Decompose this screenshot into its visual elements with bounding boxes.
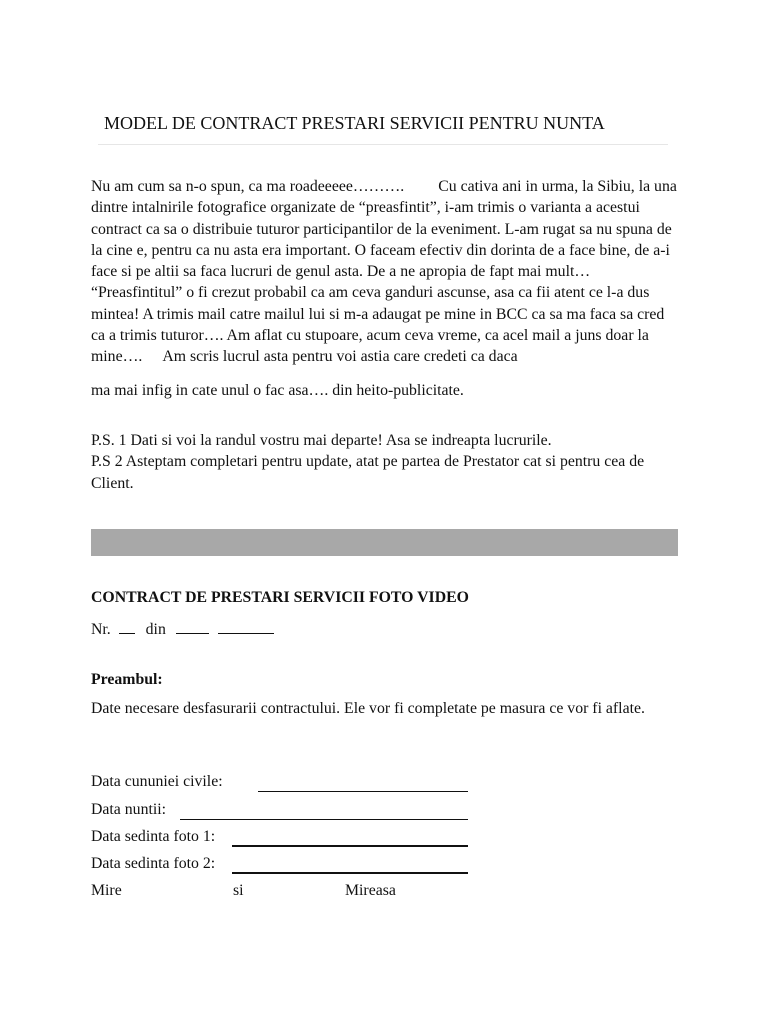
- ps2-text: P.S 2 Asteptam completari pentru update, atat pe partea de Prestator cat si pentru cea de Client.: [91, 453, 645, 492]
- document-title: MODEL DE CONTRACT PRESTARI SERVICII PENTRU NUNTA: [104, 113, 605, 133]
- title-divider: [98, 144, 668, 145]
- field-sedinta-foto-1: [91, 828, 215, 846]
- intro-block-2: [91, 282, 681, 367]
- gray-separator-bar: [91, 529, 678, 556]
- intro-block-1: [91, 176, 681, 282]
- field-data-nuntii: [91, 801, 166, 819]
- contract-heading: CONTRACT DE PRESTARI SERVICII FOTO VIDEO: [91, 589, 469, 606]
- intro-text-2: Cu cativa ani in urma, la Sibiu, la una dintre intalnirile fotografice organizate de “preasfintit”, i-am trimis o varianta a acestui contract ca sa o distribuie tuturor participantilor de la eveniment. L-am rugat sa nu spuna de la cine e, pentru ca nu asta era important. O faceam efectiv din dorinta de a face bine, de a-i face si pe altii sa faca lucruri de genul asta. De a ne apropia de fapt mai mult…: [91, 178, 677, 281]
- si-label: si: [233, 882, 244, 899]
- din-label: din: [145, 621, 166, 638]
- postscript-block: [91, 430, 681, 494]
- date-blank-2: [218, 617, 274, 634]
- blank-line-cununie: [258, 791, 468, 792]
- contract-number-line: [91, 617, 274, 639]
- nr-blank: [119, 617, 135, 634]
- date-blank-1: [176, 617, 209, 634]
- nr-label: Nr.: [91, 621, 111, 638]
- intro-block-3: [91, 380, 681, 401]
- mire-label: Mire: [91, 882, 122, 899]
- intro-text-1: Nu am cum sa n-o spun, ca ma roadeeeee……….: [91, 178, 405, 195]
- ps1-text: P.S. 1 Dati si voi la randul vostru mai departe! Asa se indreapta lucrurile.: [91, 432, 552, 449]
- field-label: Data nuntii:: [91, 801, 167, 818]
- intro-paragraph: [91, 176, 681, 401]
- intro-text-3: “Preasfintitul” o fi crezut probabil ca am ceva ganduri ascunse, asa ca fii atent ce l-a dus mintea! A trimis mail catre mailul lui si m-a adaugat pe mine in BCC ca sa ma faca sa cred ca a trimis tuturor…. Am aflat cu stupoare, acum ceva vreme, ca acel mail a juns doar la mine….: [91, 284, 665, 366]
- intro-text-5: ma mai infig in cate unul o fac asa…. din heito-publicitate.: [91, 381, 464, 399]
- blank-line-sedinta-1: [232, 845, 468, 847]
- preamble-heading: Preambul:: [91, 671, 163, 688]
- mireasa-label: Mireasa: [345, 882, 396, 899]
- blank-line-sedinta-2: [232, 872, 468, 874]
- field-sedinta-foto-2: [91, 855, 215, 873]
- field-data-cununiei: [91, 773, 223, 791]
- field-label: Data sedinta foto 2:: [91, 855, 216, 872]
- field-label: Data cununiei civile:: [91, 773, 223, 790]
- intro-text-4: Am scris lucrul asta pentru voi astia care credeti ca daca: [162, 348, 518, 366]
- preamble-text: Date necesare desfasurarii contractului. Ele vor fi completate pe masura ce vor fi aflate.: [91, 700, 645, 717]
- field-label: Data sedinta foto 1:: [91, 828, 216, 845]
- blank-line-nunta: [180, 819, 468, 820]
